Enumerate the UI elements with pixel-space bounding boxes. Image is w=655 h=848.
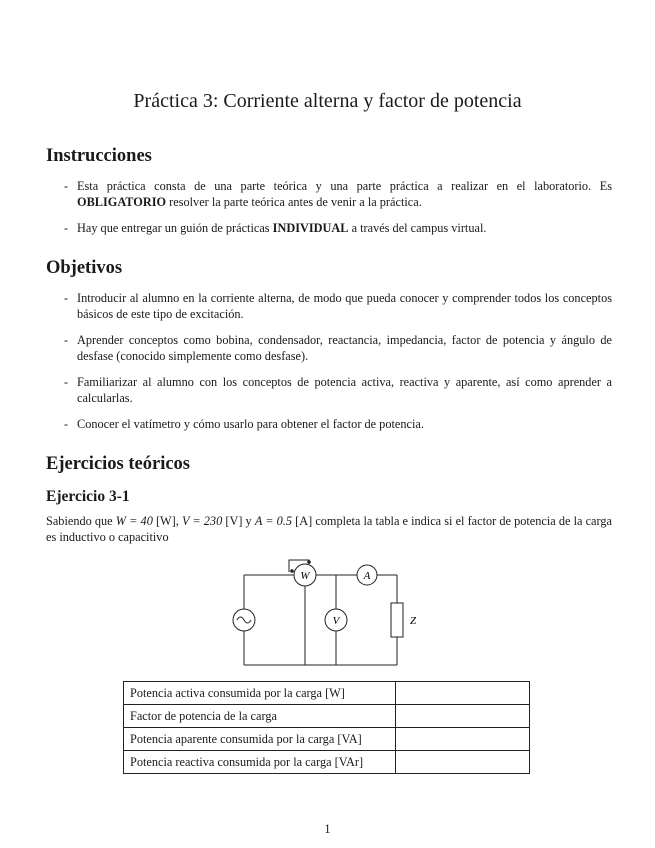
bold-keyword: INDIVIDUAL <box>272 221 349 235</box>
load-impedance <box>391 603 417 637</box>
ammeter-label: A <box>363 570 371 582</box>
math-v: V = 230 <box>181 514 223 528</box>
list-item: - Hay que entregar un guión de prácticas INDIVIDUAL a través del campus virtual. <box>64 221 612 237</box>
document-title: Práctica 3: Corriente alterna y factor de potencia <box>133 90 522 112</box>
table-cell-label: Potencia reactiva consumida por la carga [VAr] <box>124 751 396 774</box>
table-cell-label: Potencia aparente consumida por la carga [VA] <box>124 728 396 751</box>
wattmeter-label: W <box>300 570 310 582</box>
section-heading-ejercicios: Ejercicios teóricos <box>46 454 190 474</box>
voltmeter <box>325 609 347 631</box>
list-item: - Introducir al alumno en la corriente alterna, de modo que pueda conocer y comprender todos los conceptos básicos de este tipo de excitación. <box>64 291 612 322</box>
ammeter <box>357 565 377 585</box>
table-row <box>124 751 530 774</box>
ac-source <box>233 609 255 631</box>
table-cell-label: Potencia activa consumida por la carga [W] <box>124 682 396 705</box>
objetivos-list <box>64 291 612 433</box>
section-heading-objetivos: Objetivos <box>46 258 123 278</box>
table-row <box>124 705 530 728</box>
exercise-title: Ejercicio 3-1 <box>46 488 130 505</box>
polarity-dot <box>307 560 311 564</box>
exercise-statement: Sabiendo que W = 40 [W], V = 230 [V] y A = 0.5 [A] completa la tabla e indica si el factor de potencia de la carga es inductivo o capacitivo <box>46 514 612 544</box>
list-item: - Esta práctica consta de una parte teórica y una parte práctica a realizar en el laboratorio. Es OBLIGATORIO resolver la parte teórica antes de venir a la práctica. <box>64 179 612 210</box>
math-a: A = 0.5 <box>254 514 293 528</box>
table-cell-value[interactable] <box>396 751 530 774</box>
table-row <box>124 682 530 705</box>
wattmeter <box>290 560 316 586</box>
table-cell-value[interactable] <box>396 682 530 705</box>
load-label: Z <box>409 615 417 627</box>
table-cell-value[interactable] <box>396 705 530 728</box>
section-heading-instrucciones: Instrucciones <box>46 146 152 166</box>
list-item: - Aprender conceptos como bobina, condensador, reactancia, impedancia, factor de potencia y ángulo de desfase (conocido simplemente como desfase). <box>64 333 612 364</box>
instrucciones-list <box>64 179 612 237</box>
list-item: - Conocer el vatímetro y cómo usarlo para obtener el factor de potencia. <box>64 417 612 433</box>
polarity-dot <box>290 569 294 573</box>
page-number: 1 <box>324 822 331 836</box>
table-cell-value[interactable] <box>396 728 530 751</box>
list-item: - Familiarizar al alumno con los conceptos de potencia activa, reactiva y aparente, así como aprender a calcularlas. <box>64 375 612 406</box>
bold-keyword: OBLIGATORIO <box>77 194 167 209</box>
math-w: W = 40 <box>115 514 153 528</box>
circuit-diagram <box>225 555 425 670</box>
voltmeter-label: V <box>332 615 340 627</box>
table-cell-label: Factor de potencia de la carga <box>124 705 396 728</box>
results-table <box>123 681 530 774</box>
table-row <box>124 728 530 751</box>
